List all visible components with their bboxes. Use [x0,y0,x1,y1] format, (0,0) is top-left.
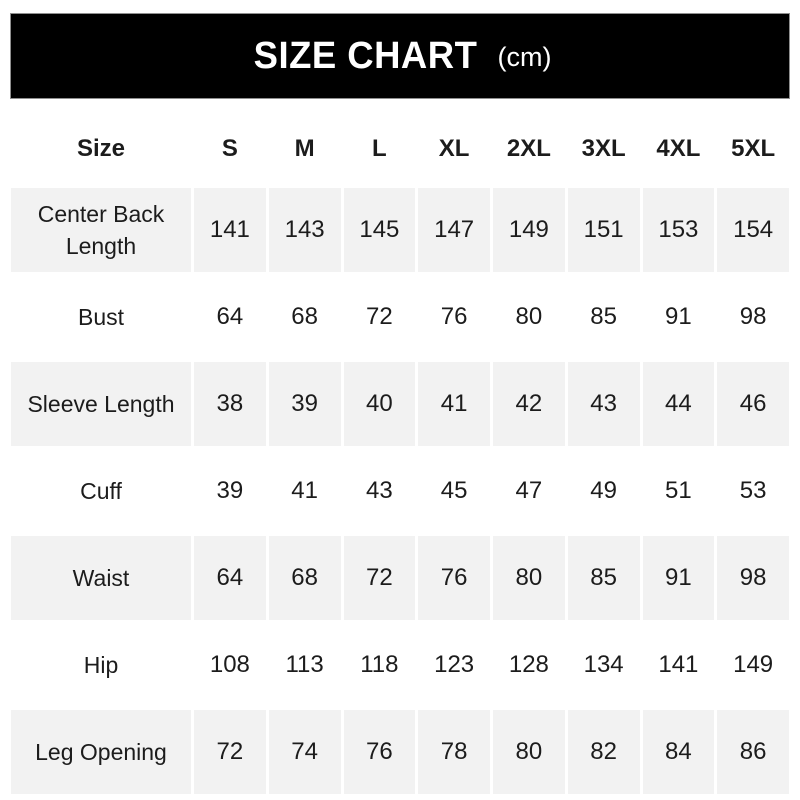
measurement-value: 153 [643,188,715,272]
measurement-value: 141 [194,188,266,272]
column-header-3xl: 3XL [568,113,640,185]
measurement-value: 38 [194,362,266,446]
measurement-value: 68 [269,275,341,359]
table-row [11,362,789,446]
size-table [8,110,792,797]
measurement-value: 49 [568,449,640,533]
measurement-value: 85 [568,536,640,620]
measurement-value: 68 [269,536,341,620]
measurement-value: 43 [344,449,416,533]
column-header-5xl: 5XL [717,113,789,185]
measurement-value: 141 [643,623,715,707]
measurement-value: 64 [194,536,266,620]
measurement-value: 91 [643,275,715,359]
measurement-value: 82 [568,710,640,794]
column-header-4xl: 4XL [643,113,715,185]
column-header-xl: XL [418,113,490,185]
header-row [11,113,789,185]
column-header-s: S [194,113,266,185]
measurement-value: 98 [717,536,789,620]
measurement-value: 72 [344,275,416,359]
measurement-value: 42 [493,362,565,446]
measurement-value: 41 [418,362,490,446]
size-table-body [11,188,789,794]
measurement-value: 98 [717,275,789,359]
measurement-value: 149 [717,623,789,707]
measurement-value: 134 [568,623,640,707]
measurement-value: 151 [568,188,640,272]
table-row [11,536,789,620]
measurement-value: 74 [269,710,341,794]
measurement-value: 145 [344,188,416,272]
measurement-value: 147 [418,188,490,272]
measurement-value: 45 [418,449,490,533]
page-title: SIZE CHART [253,34,477,77]
measurement-value: 80 [493,536,565,620]
table-row [11,449,789,533]
measurement-value: 72 [344,536,416,620]
row-label: Center Back Length [11,188,191,272]
measurement-value: 84 [643,710,715,794]
measurement-value: 149 [493,188,565,272]
measurement-value: 39 [194,449,266,533]
measurement-value: 46 [717,362,789,446]
size-table-head [11,113,789,185]
size-chart-banner [10,13,790,99]
measurement-value: 154 [717,188,789,272]
measurement-value: 78 [418,710,490,794]
row-label: Waist [11,536,191,620]
table-row [11,275,789,359]
measurement-value: 76 [344,710,416,794]
measurement-value: 85 [568,275,640,359]
row-label: Bust [11,275,191,359]
column-header-2xl: 2XL [493,113,565,185]
measurement-value: 108 [194,623,266,707]
measurement-value: 76 [418,275,490,359]
measurement-value: 40 [344,362,416,446]
measurement-value: 118 [344,623,416,707]
table-row [11,623,789,707]
measurement-value: 53 [717,449,789,533]
measurement-value: 123 [418,623,490,707]
measurement-value: 128 [493,623,565,707]
measurement-value: 80 [493,710,565,794]
measurement-value: 39 [269,362,341,446]
measurement-value: 143 [269,188,341,272]
measurement-value: 113 [269,623,341,707]
measurement-value: 44 [643,362,715,446]
measurement-value: 64 [194,275,266,359]
column-header-size: Size [11,113,191,185]
measurement-value: 51 [643,449,715,533]
row-label: Cuff [11,449,191,533]
row-label: Sleeve Length [11,362,191,446]
measurement-value: 41 [269,449,341,533]
measurement-value: 72 [194,710,266,794]
row-label: Leg Opening [11,710,191,794]
measurement-value: 80 [493,275,565,359]
row-label: Hip [11,623,191,707]
table-row [11,710,789,794]
column-header-l: L [344,113,416,185]
measurement-value: 47 [493,449,565,533]
measurement-value: 76 [418,536,490,620]
measurement-value: 91 [643,536,715,620]
column-header-m: M [269,113,341,185]
measurement-value: 86 [717,710,789,794]
table-row [11,188,789,272]
measurement-value: 43 [568,362,640,446]
unit-label: (cm) [497,42,552,72]
